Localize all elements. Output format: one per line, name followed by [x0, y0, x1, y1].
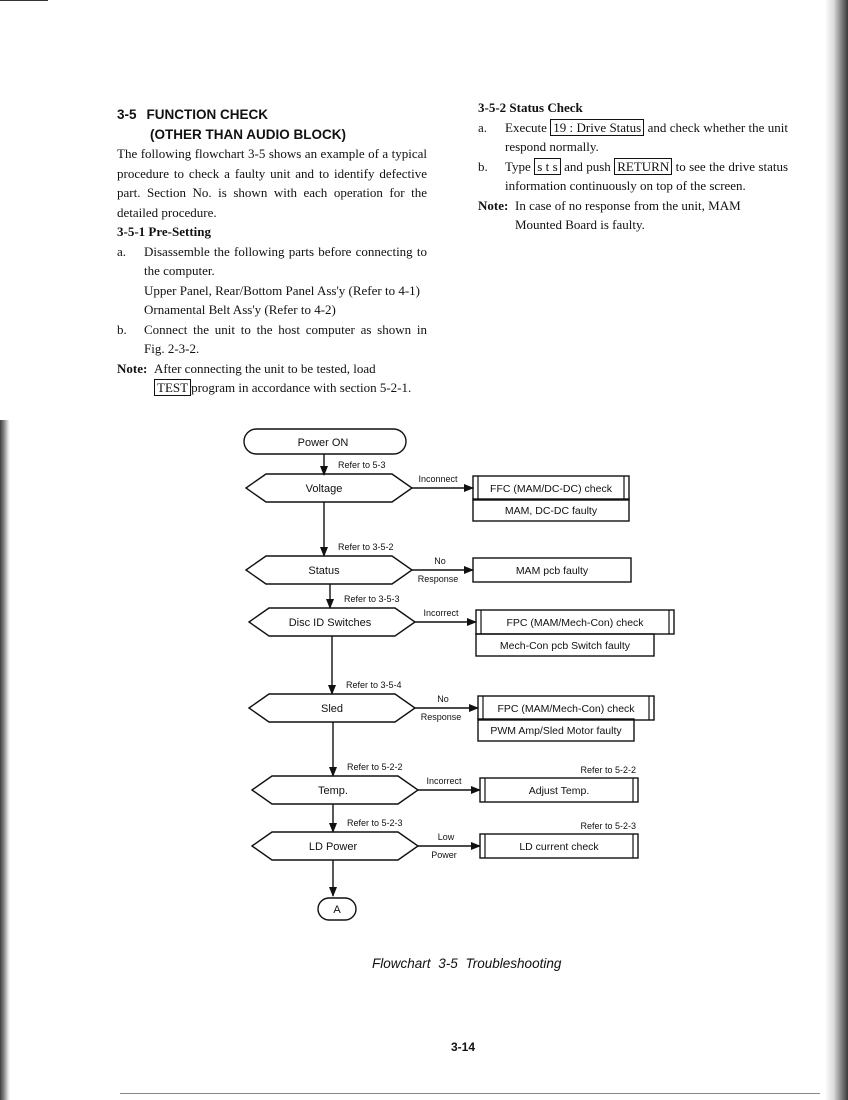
refer-label: Refer to 3-5-2 — [338, 542, 394, 552]
list-text-a: Disassemble the following parts before connecting to the computer. — [144, 243, 427, 278]
check-box-label: FPC (MAM/Mech-Con) check — [497, 703, 635, 715]
condition-label-2: Power — [431, 850, 457, 860]
type-rest: to see the drive status information continuously on top of the screen. — [505, 158, 789, 193]
note-text: After connecting the unit to be tested, load — [154, 360, 376, 376]
check-box-label: MAM pcb faulty — [515, 565, 589, 577]
result-box-label: MAM, DC-DC faulty — [504, 505, 598, 517]
check-box-label: FPC (MAM/Mech-Con) check — [506, 617, 644, 629]
check-box-label: Adjust Temp. — [528, 785, 590, 797]
section-title-line2: (OTHER THAN AUDIO BLOCK) — [150, 126, 346, 142]
refer-label: Refer to 3-5-4 — [346, 680, 402, 690]
condition-label-2: Response — [420, 712, 462, 722]
decision-label: Status — [308, 565, 340, 577]
drive-status-key-box: 19 : Drive Status — [550, 119, 644, 136]
condition-label-2: Response — [417, 574, 459, 584]
note-text-2: program in accordance with section 5-2-1. — [191, 380, 412, 395]
condition-label: No — [437, 694, 449, 704]
result-box-label: PWM Amp/Sled Motor faulty — [490, 725, 622, 737]
right-label-b: b. — [478, 158, 488, 174]
condition-label: Inconnect — [418, 474, 458, 484]
decision-label: LD Power — [308, 841, 358, 853]
part-line-2: Ornamental Belt Ass'y (Refer to 4-2) — [144, 302, 336, 317]
result-box-label: Mech-Con pcb Switch faulty — [499, 640, 631, 652]
sts-key-box: s t s — [534, 158, 561, 175]
decision-label: Sled — [320, 703, 344, 715]
decision-label: Voltage — [305, 483, 343, 495]
execute-rest: and check whether the unit respond normally. — [505, 119, 788, 154]
intro-paragraph: The following flowchart 3-5 shows an example of a typical procedure to check a faulty unit and to identify defective part. Section No. is shown with each operation for the detailed procedure. — [117, 146, 427, 220]
note-text-right: In case of no response from the unit, MAM Mounted Board is faulty. — [515, 197, 741, 232]
condition-label: Incorrect — [423, 608, 459, 618]
end-label: A — [333, 904, 341, 916]
condition-label: Incorrect — [426, 776, 462, 786]
decision-label: Disc ID Switches — [288, 617, 372, 629]
section-number: 3-5 — [117, 107, 137, 122]
condition-label: No — [434, 556, 446, 566]
check-refer-label: Refer to 5-2-2 — [580, 765, 636, 775]
part-line-1: Upper Panel, Rear/Bottom Panel Ass'y (Refer to 4-1) — [144, 282, 421, 298]
subsection-pre-setting: 3-5-1 Pre-Setting — [117, 224, 211, 239]
condition-label: Low — [437, 832, 455, 842]
execute-word: Execute — [505, 119, 547, 135]
type-word: Type — [505, 158, 531, 174]
check-refer-label: Refer to 5-2-3 — [580, 821, 636, 831]
section-title-line1: FUNCTION CHECK — [146, 107, 269, 122]
and-push-text: and push — [564, 158, 611, 174]
note-label: Note: — [117, 360, 148, 376]
subsection-status-check: 3-5-2 Status Check — [478, 100, 583, 115]
flowchart-caption: Flowchart 3-5 Troubleshooting — [372, 956, 562, 971]
list-text-b: Connect the unit to the host computer as shown in Fig. 2-3-2. — [144, 321, 427, 356]
refer-label: Refer to 5-2-2 — [347, 762, 403, 772]
refer-label: Refer to 5-2-3 — [347, 818, 403, 828]
check-box-label: LD current check — [519, 841, 599, 853]
refer-label: Refer to 5-3 — [338, 460, 386, 470]
test-key-box: TEST — [154, 379, 191, 396]
list-label-b: b. — [117, 321, 127, 337]
decision-label: Temp. — [318, 785, 348, 797]
refer-label: Refer to 3-5-3 — [344, 594, 400, 604]
note-label-right: Note: — [478, 197, 509, 213]
return-key-box: RETURN — [614, 158, 672, 175]
check-box-label: FFC (MAM/DC-DC) check — [490, 483, 612, 495]
list-label-a: a. — [117, 243, 127, 259]
page-number: 3-14 — [451, 1040, 476, 1054]
start-label: Power ON — [297, 437, 349, 449]
right-label-a: a. — [478, 119, 488, 135]
